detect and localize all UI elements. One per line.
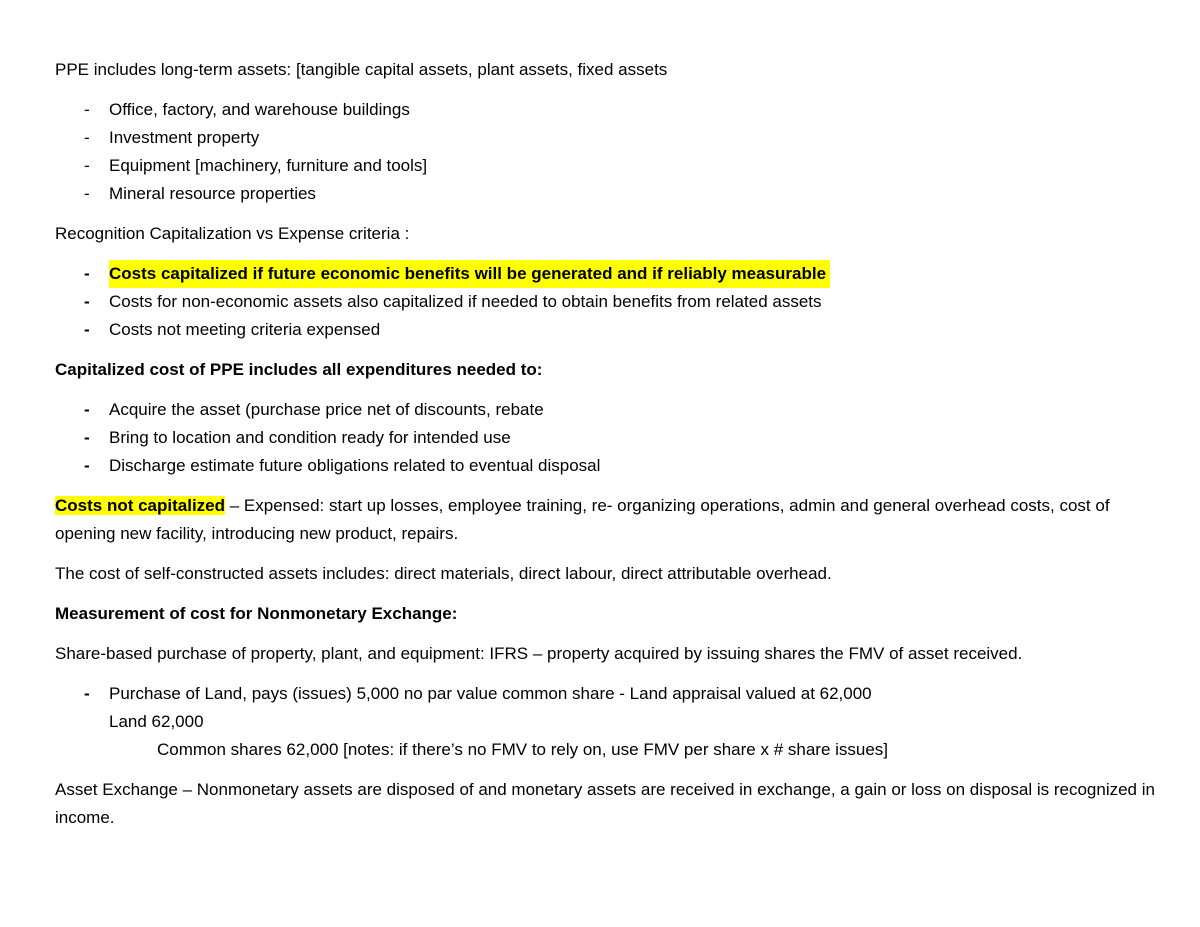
list-item (55, 96, 1165, 124)
journal-entry-credit (55, 736, 1165, 764)
ppe-asset-list (55, 96, 1165, 208)
list-item (55, 124, 1165, 152)
journal-debit-text: Land 62,000 (109, 712, 204, 731)
dash-bullet: - (84, 292, 90, 311)
share-based-purchase-paragraph: Share-based purchase of property, plant, and equipment: IFRS – property acquired by issuing shares the FMV of asset received. (55, 644, 1023, 663)
recognition-heading: Recognition Capitalization vs Expense criteria : (55, 224, 410, 243)
list-item (55, 152, 1165, 180)
dash-bullet: - (84, 400, 90, 419)
list-item-highlighted (55, 260, 1165, 288)
costs-not-capitalized-highlight: Costs not capitalized (55, 496, 226, 515)
list-item (55, 180, 1165, 208)
dash-bullet: - (84, 428, 90, 447)
dash-bullet: - (84, 264, 90, 283)
list-item (55, 452, 1165, 480)
costs-not-capitalized-text: – Expensed: start up losses, employee training, re- organizing operations, admin and general overhead costs, cost of opening new facility, introducing new product, repairs. (55, 496, 1110, 543)
dash-bullet: - (84, 156, 90, 175)
journal-entry-debit (55, 708, 1165, 736)
list-item-text: Costs not meeting criteria expensed (109, 320, 381, 339)
list-item (55, 424, 1165, 452)
dash-bullet: - (84, 184, 90, 203)
share-purchase-example-list (55, 680, 1165, 764)
document-page (55, 56, 1165, 844)
list-item-text: Discharge estimate future obligations related to eventual disposal (109, 456, 601, 475)
dash-bullet: - (84, 684, 90, 703)
list-item-text: Investment property (109, 128, 260, 147)
list-item-text: Purchase of Land, pays (issues) 5,000 no par value common share - Land appraisal valued at 62,000 (109, 684, 872, 703)
dash-bullet: - (84, 320, 90, 339)
list-item-text: Mineral resource properties (109, 184, 316, 203)
list-item (55, 288, 1165, 316)
capitalized-cost-heading: Capitalized cost of PPE includes all expenditures needed to: (55, 360, 543, 379)
list-item (55, 680, 1165, 708)
list-item-text: Office, factory, and warehouse buildings (109, 100, 410, 119)
capitalized-cost-list (55, 396, 1165, 480)
dash-bullet: - (84, 100, 90, 119)
list-item-text: Costs capitalized if future economic benefits will be generated and if reliably measurable (109, 264, 827, 283)
list-item-text: Costs for non-economic assets also capitalized if needed to obtain benefits from related assets (109, 292, 822, 311)
costs-not-capitalized-paragraph (55, 492, 1165, 548)
asset-exchange-paragraph: Asset Exchange – Nonmonetary assets are disposed of and monetary assets are received in exchange, a gain or loss on disposal is recognized in income. (55, 780, 1155, 827)
intro-paragraph: PPE includes long-term assets: [tangible capital assets, plant assets, fixed assets (55, 60, 668, 79)
list-item-text: Acquire the asset (purchase price net of discounts, rebate (109, 400, 544, 419)
list-item (55, 316, 1165, 344)
list-item (55, 396, 1165, 424)
self-constructed-paragraph: The cost of self-constructed assets includes: direct materials, direct labour, direct attributable overhead. (55, 564, 832, 583)
list-item-text: Equipment [machinery, furniture and tools] (109, 156, 428, 175)
journal-credit-text: Common shares 62,000 [notes: if there’s no FMV to rely on, use FMV per share x # share issues] (157, 740, 889, 759)
dash-bullet: - (84, 128, 90, 147)
list-item-text: Bring to location and condition ready for intended use (109, 428, 511, 447)
highlighted-line (84, 260, 830, 288)
dash-bullet: - (84, 456, 90, 475)
recognition-criteria-list (55, 260, 1165, 344)
nonmonetary-exchange-heading: Measurement of cost for Nonmonetary Exchange: (55, 604, 458, 623)
